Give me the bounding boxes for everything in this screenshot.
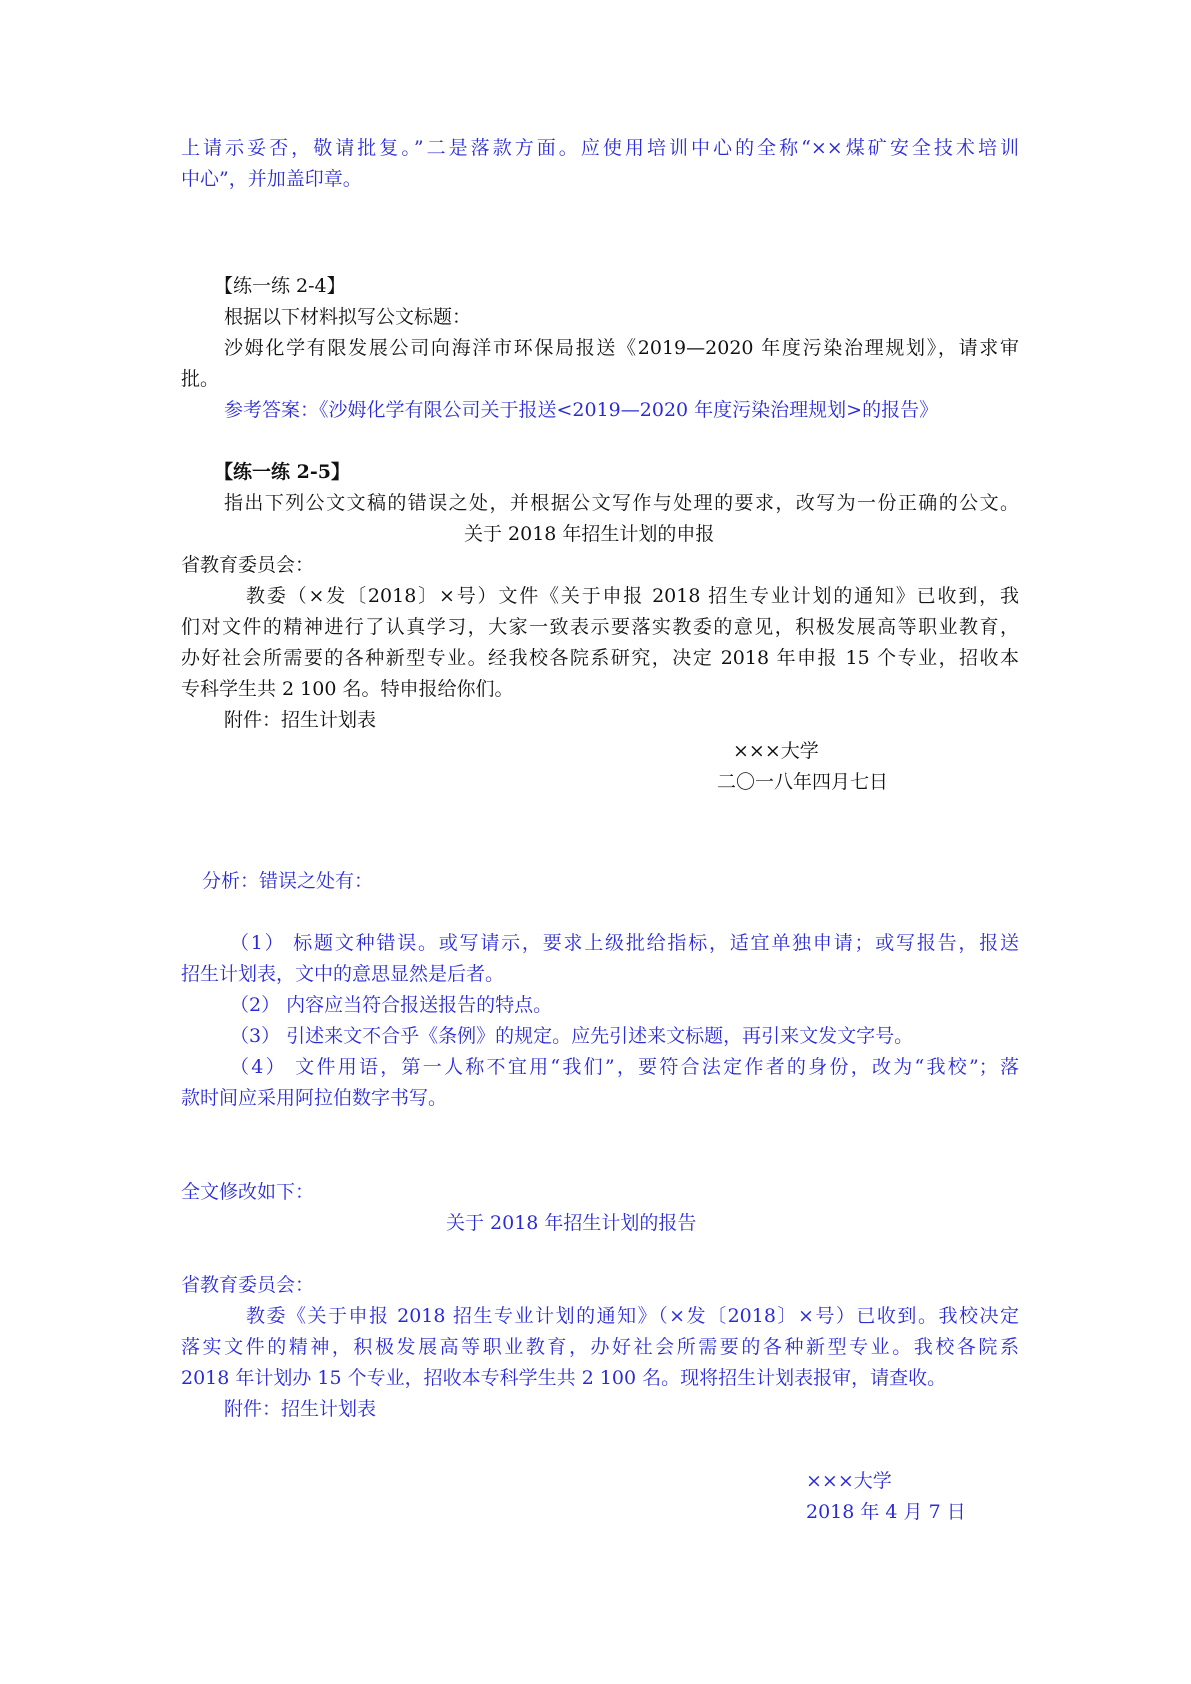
draft-body-line-1: 教委（×发〔2018〕×号）文件《关于申报 2018 招生专业计划的通知》已收到，我	[246, 585, 1019, 607]
draft-signer: ×××大学	[733, 740, 819, 762]
draft-body-line-4: 专科学生共 2 100 名。特申报给你们。	[181, 678, 514, 700]
analysis-line-6: 款时间应采用阿拉伯数字书写。	[181, 1087, 448, 1109]
draft-body-line-3: 办好社会所需要的各种新型专业。经我校各院系研究，决定 2018 年申报 15 个专业，招收本	[181, 647, 1019, 669]
analysis-line-2: 招生计划表，文中的意思显然是后者。	[181, 963, 505, 985]
revised-attachment: 附件：招生计划表	[224, 1398, 377, 1420]
exercise-2-5-heading: 【练一练 2-5】	[214, 461, 350, 483]
revised-recipient: 省教育委员会：	[181, 1274, 315, 1296]
exercise-2-4-prompt: 根据以下材料拟写公文标题：	[224, 306, 472, 328]
analysis-heading: 分析：错误之处有：	[202, 870, 374, 892]
exercise-2-4-material-line-1: 沙姆化学有限发展公司向海洋市环保局报送《2019—2020 年度污染治理规划》，请求审	[224, 337, 1019, 359]
analysis-line-5: （4） 文件用语，第一人称不宜用“我们”，要符合法定作者的身份，改为“我校”；落	[230, 1056, 1019, 1078]
draft-attachment: 附件：招生计划表	[224, 709, 377, 731]
prev-answer-line-2: 中心”，并加盖印章。	[181, 168, 362, 190]
revised-signer: ×××大学	[806, 1470, 892, 1492]
revision-intro: 全文修改如下：	[181, 1181, 315, 1203]
draft-title: 关于 2018 年招生计划的申报	[464, 523, 715, 545]
revised-body-line-2: 落实文件的精神，积极发展高等职业教育，办好社会所需要的各种新型专业。我校各院系	[181, 1336, 1019, 1358]
revised-title: 关于 2018 年招生计划的报告	[446, 1212, 697, 1234]
draft-date: 二〇一八年四月七日	[717, 771, 889, 793]
analysis-line-4: （3） 引述来文不合乎《条例》的规定。应先引述来文标题，再引来文发文字号。	[230, 1025, 914, 1047]
exercise-2-4-heading: 【练一练 2-4】	[214, 275, 346, 297]
analysis-line-3: （2） 内容应当符合报送报告的特点。	[230, 994, 553, 1016]
exercise-2-5-prompt: 指出下列公文文稿的错误之处，并根据公文写作与处理的要求，改写为一份正确的公文。	[224, 492, 1019, 514]
analysis-line-1: （1） 标题文种错误。或写请示，要求上级批给指标，适宜单独申请；或写报告，报送	[230, 932, 1019, 954]
prev-answer-line-1: 上请示妥否，敬请批复。”二是落款方面。应使用培训中心的全称“××煤矿安全技术培训	[181, 137, 1019, 159]
exercise-2-4-material-line-2: 批。	[181, 368, 220, 390]
draft-recipient: 省教育委员会：	[181, 554, 315, 576]
draft-body-line-2: 们对文件的精神进行了认真学习，大家一致表示要落实教委的意见，积极发展高等职业教育，	[181, 616, 1019, 638]
revised-body-line-1: 教委《关于申报 2018 招生专业计划的通知》（×发〔2018〕×号）已收到。我校决定	[246, 1305, 1019, 1327]
exercise-2-4-answer: 参考答案：《沙姆化学有限公司关于报送<2019—2020 年度污染治理规划>的报告》	[224, 399, 939, 421]
revised-body-line-3: 2018 年计划办 15 个专业，招收本专科学生共 2 100 名。现将招生计划表报审，请查收。	[181, 1367, 947, 1389]
revised-date: 2018 年 4 月 7 日	[806, 1501, 966, 1523]
